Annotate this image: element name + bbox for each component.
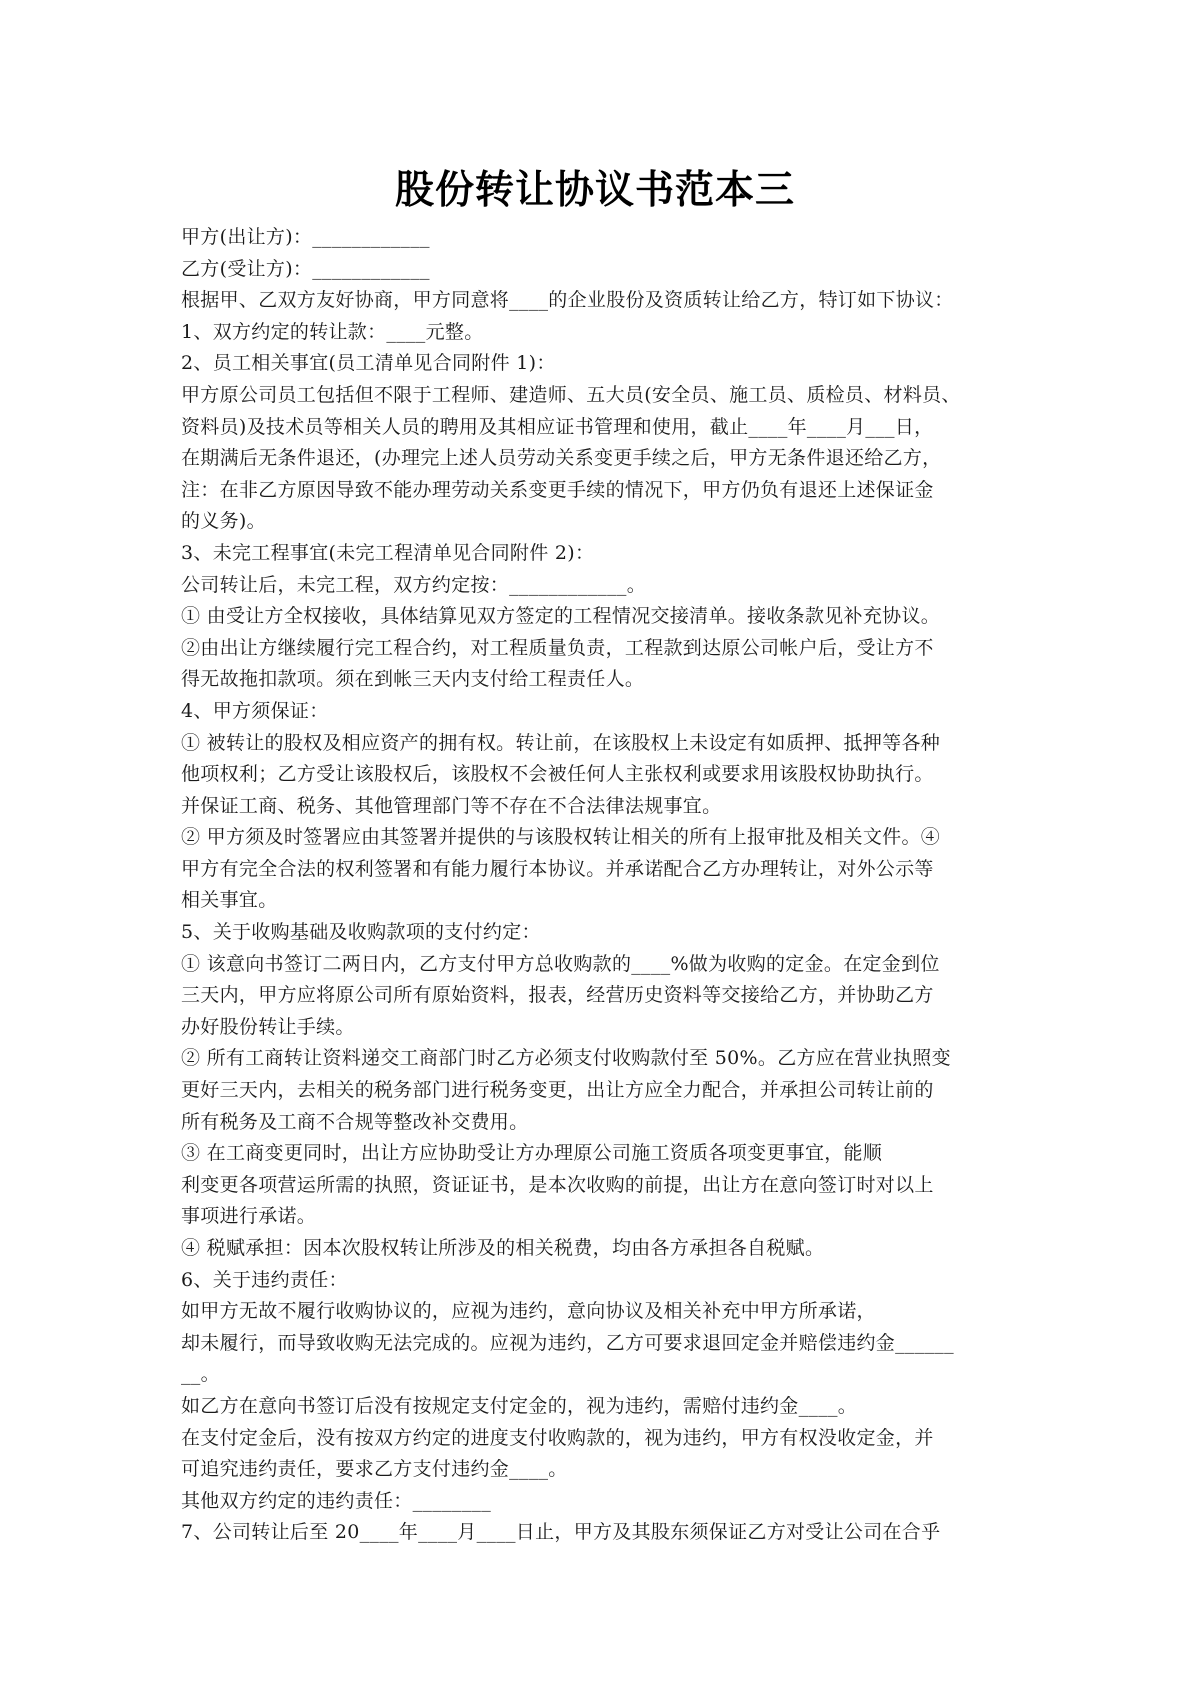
clause-5-item-1: 三天内，甲方应将原公司所有原始资料，报表，经营历史资料等交接给乙方，并协助乙方 — [181, 984, 934, 1007]
clause-2-heading: 2、员工相关事宜(员工清单见合同附件 1)： — [181, 352, 556, 375]
clause-4-item-1: 他项权利；乙方受让该股权后，该股权不会被任何人主张权利或要求用该股权协助执行。 — [181, 763, 934, 786]
clause-4-item-1: ① 被转让的股权及相应资产的拥有权。转让前，在该股权上未设定有如质押、抵押等各种 — [181, 731, 941, 754]
clause-6-text: 可追究违约责任，要求乙方支付违约金____。 — [181, 1458, 568, 1481]
clause-6-text: 却未履行，而导致收购无法完成的。应视为违约，乙方可要求退回定金并赔偿违约金______ — [181, 1331, 954, 1354]
clause-3-heading: 3、未完工程事宜(未完工程清单见合同附件 2)： — [181, 541, 595, 564]
clause-4-item-2: ② 甲方须及时签署应由其签署并提供的与该股权转让相关的所有上报审批及相关文件。④ — [181, 826, 941, 849]
clause-5-item-1: 办好股份转让手续。 — [181, 1015, 355, 1038]
clause-6-text: 其他双方约定的违约责任：________ — [181, 1489, 492, 1512]
clause-6-heading: 6、关于违约责任： — [181, 1268, 348, 1291]
clause-2-text: 资料员)及技术员等相关人员的聘用及其相应证书管理和使用，截止____年____月___日， — [181, 415, 934, 438]
preamble-line: 根据甲、乙双方友好协商，甲方同意将____的企业股份及资质转让给乙方，特订如下协议： — [181, 289, 954, 312]
document-title: 股份转让协议书范本三 — [394, 168, 795, 213]
document-body — [181, 222, 1041, 1549]
clause-4-item-4: 甲方有完全合法的权利签署和有能力履行本协议。并承诺配合乙方办理转让，对外公示等 — [181, 857, 934, 880]
clause-5-heading: 5、关于收购基础及收购款项的支付约定： — [181, 921, 541, 944]
clause-5-item-3: ③ 在工商变更同时，出让方应协助受让方办理原公司施工资质各项变更事宜，能顺 — [181, 1142, 883, 1165]
clause-3-item-2: 得无故拖扣款项。须在到帐三天内支付给工程责任人。 — [181, 668, 645, 691]
clause-5-item-3: 利变更各项营运所需的执照，资证证书，是本次收购的前提，出让方在意向签订时对以上 — [181, 1173, 934, 1196]
clause-5-item-3: 事项进行承诺。 — [181, 1205, 317, 1228]
clause-4-item-4: 相关事宜。 — [181, 889, 278, 912]
clause-6-text: __。 — [181, 1363, 220, 1386]
clause-1-heading: 1、双方约定的转让款：____元整。 — [181, 320, 484, 343]
clause-3-item-1: ① 由受让方全权接收，具体结算见双方签定的工程情况交接清单。接收条款见补充协议。 — [181, 605, 941, 628]
party-a-line: 甲方(出让方)：____________ — [181, 226, 430, 248]
clause-5-item-4: ④ 税赋承担：因本次股权转让所涉及的相关税费，均由各方承担各自税赋。 — [181, 1237, 825, 1259]
clause-5-item-2: 更好三天内，去相关的税务部门进行税务变更，出让方应全力配合，并承担公司转让前的 — [181, 1079, 934, 1102]
clause-2-text: 的义务)。 — [181, 510, 266, 533]
party-b-line: 乙方(受让方)：____________ — [181, 257, 430, 280]
clause-5-item-2: 所有税务及工商不合规等整改补交费用。 — [181, 1110, 529, 1133]
clause-2-text: 甲方原公司员工包括但不限于工程师、建造师、五大员(安全员、施工员、质检员、材料员、 — [181, 383, 961, 406]
clause-5-item-2: ② 所有工商转让资料递交工商部门时乙方必须支付收购款付至 50%。乙方应在营业执照变 — [181, 1047, 951, 1070]
clause-6-text: 如乙方在意向书签订后没有按规定支付定金的，视为违约，需赔付违约金____。 — [181, 1394, 858, 1417]
clause-5-item-1: ① 该意向书签订二两日内，乙方支付甲方总收购款的____%做为收购的定金。在定金到位 — [181, 952, 940, 975]
clause-7-heading: 7、公司转让后至 20____年____月____日止，甲方及其股东须保证乙方对受让公司在合乎 — [181, 1521, 941, 1544]
clause-3-item-2: ②由出让方继续履行完工程合约，对工程质量负责，工程款到达原公司帐户后，受让方不 — [181, 636, 934, 659]
clause-6-text: 在支付定金后，没有按双方约定的进度支付收购款的，视为违约，甲方有权没收定金，并 — [181, 1426, 934, 1449]
clause-3-text: 公司转让后，未完工程，双方约定按：____________。 — [181, 573, 647, 596]
clause-6-text: 如甲方无故不履行收购协议的，应视为违约，意向协议及相关补充中甲方所承诺， — [181, 1300, 876, 1323]
clause-4-item-1: 并保证工商、税务、其他管理部门等不存在不合法律法规事宜。 — [181, 794, 722, 817]
clause-4-heading: 4、甲方须保证： — [181, 699, 329, 722]
clause-2-text: 在期满后无条件退还，(办理完上述人员劳动关系变更手续之后，甲方无条件退还给乙方， — [181, 447, 942, 470]
clause-2-text: 注：在非乙方原因导致不能办理劳动关系变更手续的情况下，甲方仍负有退还上述保证金 — [181, 478, 934, 501]
